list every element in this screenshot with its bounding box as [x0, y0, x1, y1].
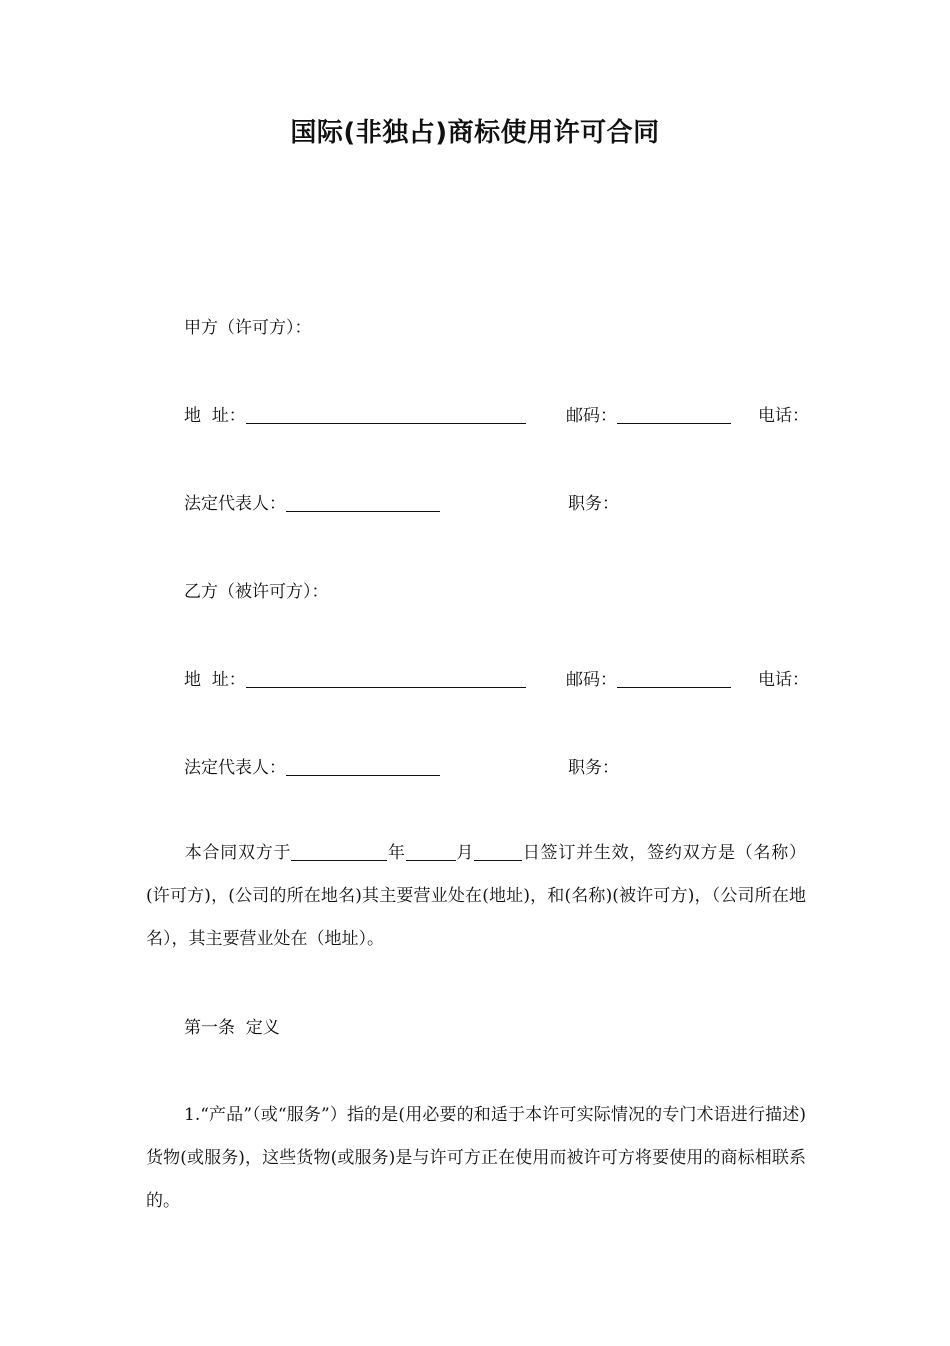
party-a-rep-row — [184, 492, 440, 516]
party-b-position-label: 职务： — [568, 758, 619, 778]
month-label: 月 — [455, 843, 475, 863]
party-a-heading: 甲方（许可方）： — [184, 318, 312, 338]
party-b-postcode-blank[interactable] — [617, 669, 731, 688]
party-a-position-label: 职务： — [568, 494, 619, 514]
party-a-phone-label: 电话： — [758, 406, 809, 426]
party-b-address-label: 地 址： — [184, 670, 246, 690]
party-a-address-blank[interactable] — [246, 405, 526, 424]
year-label: 年 — [387, 843, 406, 863]
party-a-postcode-row — [566, 404, 731, 428]
intro-paragraph — [146, 832, 806, 961]
article-1-heading: 第一条 定义 — [184, 1018, 280, 1038]
party-a-postcode-blank[interactable] — [617, 405, 731, 424]
party-a-postcode-label: 邮码： — [566, 406, 617, 426]
sign-day-blank[interactable] — [474, 842, 522, 861]
document-title: 国际(非独占)商标使用许可合同 — [290, 118, 660, 148]
intro-text-rest: 日签订并生效，签约双方是（名称）(许可方)，(公司的所在地名)其主要营业处在(地址)，和(名称)(被许可方)，（公司所在地名），其主要营业处在（地址）。 — [146, 843, 807, 949]
party-b-rep-blank[interactable] — [286, 757, 440, 776]
party-b-postcode-label: 邮码： — [566, 670, 617, 690]
party-a-rep-blank[interactable] — [286, 493, 440, 512]
party-b-heading: 乙方（被许可方）： — [184, 582, 329, 602]
party-b-address-row — [184, 668, 526, 692]
sign-month-blank[interactable] — [406, 842, 456, 861]
party-b-address-blank[interactable] — [246, 669, 526, 688]
intro-text-start: 本合同双方于 — [184, 843, 292, 863]
article-1-item-1-text: 1.“产品”（或“服务”）指的是(用必要的和适于本许可实际情况的专门术语进行描述)货物(或服务)，这些货物(或服务)是与许可方正在使用而被许可方将要使用的商标相联系的。 — [146, 1105, 806, 1211]
party-a-rep-label: 法定代表人： — [184, 494, 286, 514]
party-a-address-row — [184, 404, 526, 428]
party-b-phone-label: 电话： — [758, 670, 809, 690]
party-a-address-label: 地 址： — [184, 406, 246, 426]
party-b-rep-row — [184, 756, 440, 780]
party-b-rep-label: 法定代表人： — [184, 758, 286, 778]
sign-year-blank[interactable] — [291, 842, 387, 861]
article-1-item-1 — [146, 1094, 806, 1223]
party-b-postcode-row — [566, 668, 731, 692]
